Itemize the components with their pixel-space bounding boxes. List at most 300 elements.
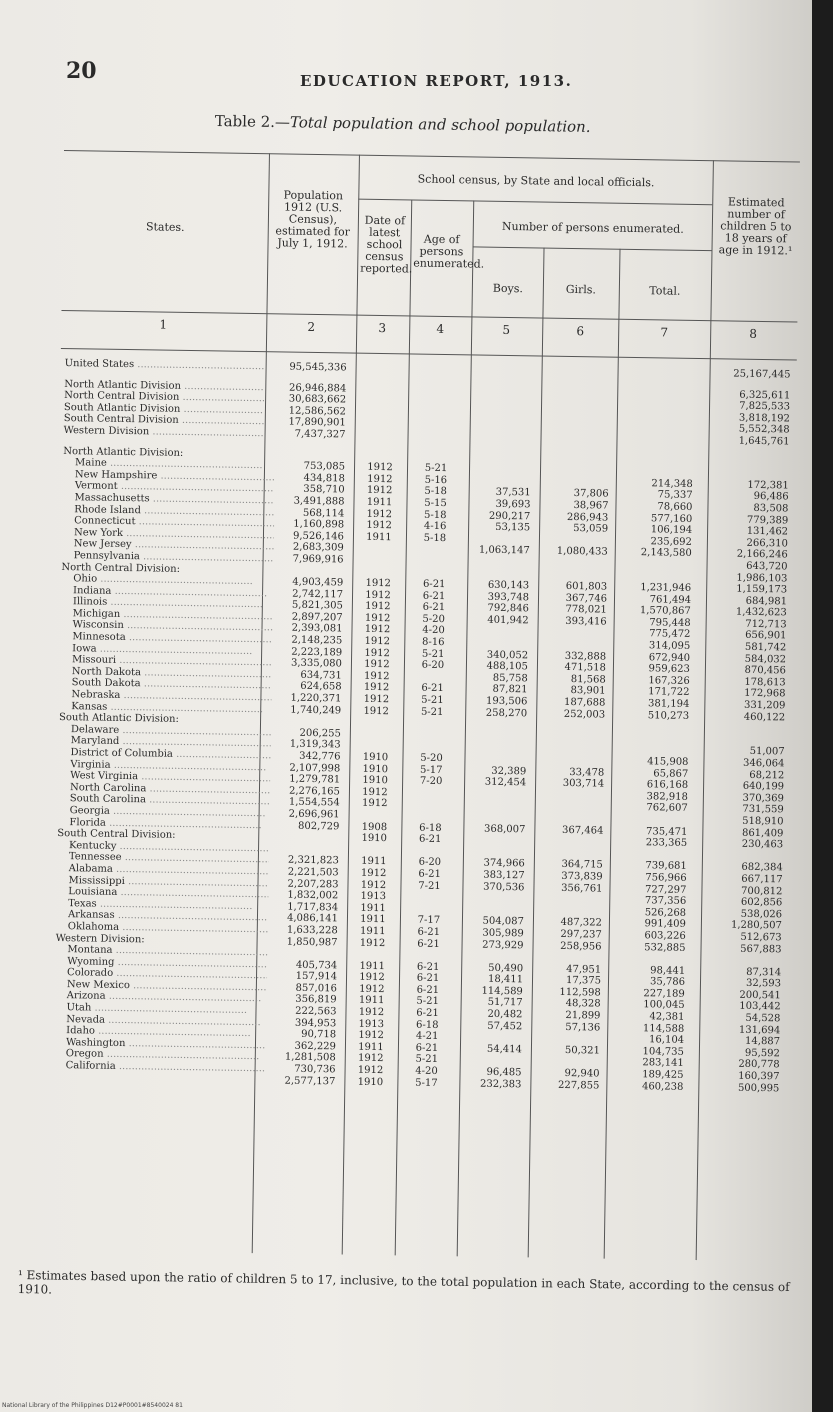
- cell-age: 6-21: [417, 938, 440, 950]
- state-name: New York .....: [74, 527, 274, 542]
- cell-est: 870,456: [744, 665, 786, 677]
- cell-boys: 18,411: [487, 974, 524, 986]
- cell-est: 103,442: [739, 1001, 781, 1013]
- cell-total: 762,607: [646, 802, 688, 815]
- cell-est: 500,995: [737, 1082, 780, 1094]
- state-name: North Central Division:: [61, 561, 181, 575]
- cell-est: 861,409: [741, 827, 784, 839]
- cell-age: 6-21: [416, 972, 440, 985]
- cell-est: 3,818,192: [738, 412, 790, 425]
- colno-bottom-rule: [61, 348, 797, 361]
- cell-boys: 273,929: [482, 939, 524, 951]
- cell-boys: 114,589: [481, 985, 523, 998]
- cell-total: 532,885: [644, 941, 686, 954]
- cell-pop: 2,393,081: [291, 623, 343, 635]
- state-name: Missouri .....: [72, 654, 272, 669]
- cell-boys: 96,485: [486, 1066, 522, 1079]
- cell-age: 8-16: [421, 636, 445, 649]
- cell-est: 1,432,623: [735, 606, 787, 619]
- cell-date: 1912: [361, 798, 388, 810]
- state-name: Arizona .....: [67, 991, 267, 1006]
- cell-date: 1910: [362, 751, 389, 764]
- cell-total: 283,141: [642, 1057, 684, 1070]
- cell-pop: 1,832,002: [287, 889, 339, 902]
- cell-girls: 33,478: [569, 766, 605, 779]
- cell-total: 739,681: [645, 860, 687, 873]
- scan-credit: National Library of the Philippines D12#P0001#8540024 81: [2, 1402, 183, 1409]
- cell-pop: 1,717,834: [287, 901, 339, 914]
- cell-date: 1911: [359, 960, 386, 972]
- state-name: Pennsylvania .....: [74, 550, 274, 565]
- cell-date: 1911: [360, 914, 386, 926]
- cell-date: 1913: [360, 890, 387, 903]
- state-name: Kansas .....: [71, 701, 271, 716]
- cell-pop: 1,160,898: [293, 518, 345, 531]
- cell-date: 1911: [360, 902, 386, 914]
- state-name: South Dakota .....: [72, 678, 272, 693]
- cell-total: 735,471: [645, 825, 688, 838]
- cell-girls: 364,715: [561, 859, 603, 871]
- cell-age: 6-20: [418, 857, 442, 869]
- cell-est: 581,742: [744, 641, 787, 654]
- cell-est: 160,397: [738, 1070, 780, 1083]
- cell-age: 6-21: [417, 926, 441, 938]
- cell-age: 5-21: [415, 1054, 439, 1066]
- cell-est: 178,613: [744, 676, 786, 689]
- header-school-census: School census, by State and local officials.: [417, 172, 655, 190]
- cell-total: 42,381: [649, 1011, 685, 1023]
- cell-pop: 7,969,916: [292, 553, 344, 566]
- cell-date: 1912: [359, 983, 385, 996]
- cell-pop: 2,207,283: [287, 878, 339, 890]
- cell-pop: 624,658: [300, 681, 342, 693]
- cell-boys: 374,966: [483, 858, 525, 870]
- scan-edge: [812, 0, 833, 1412]
- cell-total: 35,786: [649, 976, 686, 989]
- cell-age: 5-21: [421, 648, 445, 660]
- cell-est: 640,199: [742, 780, 785, 793]
- cell-age: 7-20: [419, 775, 443, 788]
- cell-boys: 305,989: [482, 927, 524, 940]
- cell-age: 4-21: [415, 1030, 439, 1043]
- cell-pop: 2,577,137: [284, 1075, 336, 1088]
- cell-total: 114,588: [642, 1022, 685, 1035]
- running-head: EDUCATION REPORT, 1913.: [300, 72, 573, 90]
- cell-date: 1911: [361, 856, 387, 868]
- state-name: West Virginia .....: [70, 770, 270, 785]
- state-name: Western Division:: [55, 932, 145, 945]
- cell-girls: 367,464: [561, 824, 604, 837]
- cell-est: 346,064: [743, 757, 785, 770]
- cell-pop: 95,545,336: [289, 361, 347, 374]
- cell-est: 1,645,761: [738, 435, 790, 448]
- column-number: 1: [159, 317, 168, 332]
- cell-total: 189,425: [642, 1069, 684, 1081]
- state-name: Mississippi .....: [68, 875, 268, 890]
- cell-est: 700,812: [741, 885, 783, 897]
- cell-est: 68,212: [749, 769, 785, 781]
- cell-age: 4-20: [422, 625, 445, 637]
- cell-total: 78,660: [657, 501, 693, 513]
- cell-pop: 3,335,080: [290, 657, 343, 670]
- cell-pop: 356,819: [295, 994, 337, 1006]
- enumerated-rule: [473, 246, 712, 251]
- cell-pop: 17,890,901: [288, 416, 346, 429]
- cell-est: 96,486: [753, 491, 789, 503]
- state-name: Michigan .....: [73, 608, 273, 623]
- state-name: South Atlantic Division .....: [64, 402, 264, 417]
- state-name: Wisconsin .....: [72, 620, 272, 635]
- cell-date: 1912: [358, 1029, 384, 1042]
- cell-pop: 394,953: [294, 1017, 337, 1030]
- cell-age: 6-18: [419, 822, 442, 834]
- cell-date: 1912: [367, 473, 393, 485]
- cell-girls: 373,839: [561, 870, 603, 883]
- cell-pop: 2,148,235: [291, 634, 343, 647]
- cell-date: 1912: [364, 624, 391, 636]
- cell-age: 6-18: [415, 1019, 439, 1031]
- cell-pop: 362,229: [294, 1040, 337, 1053]
- cell-total: 16,104: [649, 1034, 685, 1047]
- cell-date: 1912: [365, 601, 391, 613]
- cell-girls: 487,322: [560, 917, 603, 929]
- cell-girls: 47,951: [566, 963, 602, 976]
- cell-est: 684,981: [745, 595, 788, 608]
- cell-date: 1912: [366, 519, 392, 532]
- state-name: Texas .....: [68, 898, 268, 913]
- cell-est: 172,381: [747, 479, 789, 492]
- cell-age: 5-17: [419, 764, 443, 776]
- cell-total: 672,940: [648, 651, 691, 664]
- header-population: Population 1912 (U.S. Census), estimated for July 1, 1912.: [275, 188, 351, 251]
- cell-total: 104,735: [642, 1046, 684, 1058]
- cell-total: 775,472: [649, 628, 691, 641]
- cell-age: 5-20: [420, 752, 443, 765]
- state-name: Oklahoma .....: [68, 921, 268, 936]
- header-estimated: Estimated number of children 5 to 18 years of age in 1912.¹: [718, 195, 793, 258]
- cell-date: 1910: [357, 1076, 384, 1088]
- cell-pop: 4,086,141: [286, 912, 339, 925]
- cell-pop: 634,731: [300, 669, 342, 682]
- cell-est: 682,384: [741, 862, 783, 874]
- state-name: Vermont .....: [75, 481, 275, 496]
- cell-total: 1,231,946: [640, 582, 692, 594]
- cell-boys: 232,383: [479, 1078, 522, 1090]
- cell-boys: 54,414: [486, 1043, 523, 1056]
- cell-est: 667,117: [741, 873, 783, 886]
- cell-date: 1912: [362, 786, 388, 798]
- state-name: Georgia .....: [70, 805, 270, 820]
- cell-total: 75,337: [657, 489, 693, 502]
- state-name: Delaware .....: [71, 724, 271, 739]
- state-name: Maine .....: [75, 457, 275, 472]
- state-name: Idaho .....: [66, 1025, 266, 1040]
- cell-boys: 32,389: [491, 765, 527, 777]
- cell-total: 2,143,580: [640, 547, 692, 560]
- cell-date: 1912: [363, 682, 390, 694]
- cell-date: 1910: [361, 832, 388, 845]
- cell-total: 235,692: [650, 535, 693, 548]
- cell-est: 32,593: [745, 978, 782, 990]
- state-name: North Carolina .....: [70, 782, 270, 797]
- cell-age: 5-21: [424, 462, 448, 475]
- cell-age: 5-17: [415, 1077, 438, 1089]
- cell-pop: 2,683,309: [292, 541, 344, 554]
- cell-total: 227,189: [643, 988, 685, 1000]
- cell-age: 5-21: [421, 694, 444, 707]
- cell-date: 1912: [365, 577, 392, 590]
- cell-est: 731,559: [742, 804, 784, 816]
- state-name: Minnesota .....: [72, 631, 272, 646]
- cell-date: 1911: [358, 1041, 384, 1053]
- cell-total: 382,918: [646, 791, 688, 803]
- cell-boys: 340,052: [486, 649, 529, 662]
- population-table: [47, 150, 800, 1261]
- cell-pop: 2,696,961: [288, 808, 340, 821]
- header-girls: Girls.: [565, 282, 597, 297]
- cell-girls: 48,328: [565, 998, 601, 1011]
- cell-boys: 630,143: [487, 579, 530, 592]
- page-number: 20: [66, 58, 97, 84]
- cell-pop: 434,818: [303, 472, 345, 485]
- cell-pop: 1,740,249: [290, 704, 342, 717]
- cell-date: 1911: [358, 995, 385, 1007]
- cell-est: 95,592: [744, 1047, 780, 1060]
- cell-est: 712,713: [745, 618, 787, 631]
- cell-date: 1912: [360, 879, 387, 891]
- cell-est: 1,159,173: [736, 583, 788, 596]
- state-name: South Central Division:: [57, 828, 176, 841]
- state-name: Western Division .....: [63, 425, 263, 440]
- cell-date: 1912: [364, 647, 390, 659]
- cell-girls: 187,688: [563, 696, 606, 709]
- state-name: Florida .....: [69, 817, 269, 832]
- cell-est: 87,314: [746, 966, 782, 979]
- cell-girls: 332,888: [564, 650, 607, 663]
- cell-pop: 802,729: [297, 820, 340, 832]
- state-name: Nebraska .....: [71, 689, 271, 704]
- column-number: 5: [502, 322, 511, 338]
- cell-total: 106,194: [650, 524, 693, 537]
- cell-age: 5-18: [423, 532, 447, 544]
- cell-est: 779,389: [746, 514, 789, 526]
- cell-est: 14,887: [744, 1036, 781, 1048]
- cell-est: 370,369: [742, 792, 784, 805]
- state-name: Colorado .....: [67, 967, 267, 982]
- cell-est: 518,910: [742, 815, 784, 828]
- header-number-enumerated: Number of persons enumerated.: [501, 219, 684, 236]
- cell-pop: 1,319,343: [289, 739, 341, 751]
- state-name: Utah .....: [66, 1002, 266, 1017]
- cell-age: 5-21: [416, 996, 439, 1008]
- state-name: District of Columbia .....: [70, 747, 270, 762]
- cell-total: 1,570,867: [639, 605, 691, 618]
- state-name: Tennessee .....: [69, 852, 269, 867]
- cell-date: 1912: [359, 972, 385, 984]
- cell-est: 1,986,103: [736, 572, 788, 584]
- cell-date: 1912: [364, 635, 391, 648]
- state-name: Nevada .....: [66, 1014, 266, 1029]
- header-states: States.: [145, 220, 185, 234]
- state-name: Maryland .....: [71, 736, 271, 751]
- cell-girls: 778,021: [565, 604, 607, 616]
- column-number: 3: [378, 320, 387, 336]
- cell-est: 83,508: [753, 502, 789, 515]
- cell-est: 602,856: [740, 896, 783, 909]
- cell-girls: 258,956: [560, 940, 602, 953]
- cell-pop: 2,107,998: [289, 762, 341, 775]
- cell-boys: 53,135: [495, 521, 531, 534]
- column-number: 4: [436, 321, 445, 336]
- cell-age: 6-20: [421, 659, 445, 672]
- footnote: ¹ Estimates based upon the ratio of children 5 to 17, inclusive, to the total population in each State, according to the census of 1910.: [17, 1268, 790, 1297]
- cell-pop: 1,850,987: [286, 936, 338, 948]
- cell-est: 1,280,507: [730, 919, 782, 932]
- cell-pop: 358,710: [303, 484, 345, 496]
- cell-age: 4-20: [415, 1065, 438, 1078]
- cell-age: 5-21: [420, 706, 444, 718]
- header-age-persons: Age of persons enumerated.: [413, 232, 485, 271]
- cell-boys: 37,531: [495, 487, 531, 499]
- cell-pop: 1,220,371: [290, 692, 342, 705]
- state-name: Montana .....: [67, 944, 267, 959]
- cell-est: 131,694: [738, 1024, 781, 1037]
- cell-date: 1911: [366, 496, 393, 509]
- state-name: South Central Division .....: [64, 413, 264, 428]
- cell-pop: 405,734: [295, 959, 338, 972]
- header-date-latest: Date of latest school census reported.: [360, 213, 413, 276]
- cell-pop: 2,321,823: [287, 854, 339, 867]
- cell-age: 6-21: [421, 683, 444, 695]
- cell-age: 6-21: [418, 833, 442, 846]
- cell-boys: 290,217: [488, 510, 531, 522]
- cell-girls: 252,003: [563, 708, 606, 721]
- table-title: [215, 112, 591, 136]
- cell-pop: 222,563: [295, 1005, 337, 1018]
- state-name: Virginia .....: [70, 759, 270, 774]
- cell-date: 1912: [363, 693, 390, 706]
- cell-girls: 83,901: [570, 685, 606, 698]
- cell-est: 538,026: [740, 908, 783, 921]
- cell-date: 1908: [361, 821, 388, 833]
- cell-est: 5,552,348: [738, 424, 790, 436]
- cell-boys: 20,482: [487, 1008, 523, 1021]
- cell-age: 6-21: [416, 984, 440, 996]
- cell-total: 214,348: [651, 478, 693, 490]
- cell-boys: 85,758: [492, 672, 528, 685]
- cell-pop: 157,914: [295, 971, 338, 983]
- cell-boys: 504,087: [482, 915, 525, 928]
- cell-girls: 57,136: [565, 1021, 601, 1034]
- cell-pop: 568,114: [302, 507, 345, 519]
- cell-pop: 9,526,146: [292, 530, 345, 543]
- cell-age: 6-21: [422, 590, 446, 602]
- cell-date: 1912: [365, 589, 391, 601]
- cell-est: 131,462: [746, 525, 789, 538]
- cell-est: 460,122: [743, 711, 786, 724]
- cell-boys: 370,536: [483, 881, 525, 893]
- cell-pop: 2,897,207: [291, 611, 343, 624]
- table-body: [49, 358, 796, 1095]
- cell-est: 2,166,246: [736, 548, 788, 561]
- column-number: 7: [660, 325, 669, 340]
- state-name: Alabama .....: [69, 863, 269, 878]
- cell-date: 1911: [366, 531, 392, 543]
- cell-total: 577,160: [650, 512, 693, 525]
- cell-pop: 2,742,117: [292, 588, 344, 601]
- cell-date: 1912: [364, 659, 390, 671]
- cell-date: 1912: [367, 461, 393, 474]
- cell-total: 510,273: [647, 709, 690, 722]
- cell-total: 167,326: [648, 675, 690, 687]
- cell-est: 54,528: [745, 1012, 781, 1025]
- cell-pop: 1,279,781: [289, 773, 341, 786]
- cell-age: 7-21: [418, 880, 441, 892]
- cell-boys: 258,270: [485, 707, 528, 719]
- column-number: 2: [307, 319, 316, 334]
- cell-date: 1912: [358, 1006, 385, 1019]
- cell-pop: 730,736: [294, 1063, 336, 1076]
- cell-date: 1912: [366, 508, 393, 520]
- cell-girls: 17,375: [565, 975, 602, 987]
- cell-est: 230,463: [741, 838, 784, 851]
- cell-pop: 206,255: [299, 727, 341, 740]
- cell-girls: 92,940: [564, 1068, 600, 1080]
- state-name: Arkansas .....: [68, 909, 268, 924]
- cell-boys: 193,506: [485, 695, 528, 708]
- cell-girls: 112,598: [559, 986, 601, 999]
- cell-age: 6-21: [422, 578, 446, 591]
- state-name: South Carolina .....: [70, 794, 270, 809]
- cell-girls: 50,321: [564, 1044, 601, 1057]
- cell-pop: 1,633,228: [286, 924, 338, 937]
- cell-girls: 356,761: [561, 882, 603, 895]
- cell-date: 1912: [357, 1064, 384, 1077]
- state-name: Connecticut .....: [74, 515, 274, 530]
- table-title-text: —Total population and school population.: [274, 112, 591, 136]
- cell-girls: 53,059: [573, 523, 609, 535]
- cell-est: 7,825,533: [739, 400, 791, 413]
- cell-est: 6,325,611: [739, 389, 791, 402]
- cell-girls: 367,746: [565, 592, 608, 605]
- cell-girls: 38,967: [573, 499, 609, 512]
- state-name: New Jersey .....: [74, 539, 274, 554]
- cell-total: 381,194: [647, 698, 690, 710]
- cell-est: 280,778: [738, 1059, 780, 1071]
- state-name: North Atlantic Division:: [63, 445, 184, 459]
- cell-age: 5-20: [422, 613, 445, 625]
- cell-age: 5-15: [424, 497, 447, 509]
- cell-girls: 81,568: [570, 673, 606, 686]
- cell-date: 1912: [359, 937, 386, 949]
- cell-girls: 227,855: [557, 1079, 600, 1092]
- state-name: North Central Division .....: [64, 390, 264, 405]
- state-name: Louisiana .....: [68, 886, 268, 901]
- cell-boys: 50,490: [488, 962, 524, 975]
- cell-date: 1912: [357, 1053, 384, 1065]
- cell-pop: 5,821,305: [291, 599, 343, 612]
- cell-est: 331,209: [743, 699, 786, 712]
- cell-boys: 1,063,147: [478, 544, 530, 557]
- cell-pop: 90,718: [301, 1029, 337, 1041]
- cell-est: 172,968: [744, 688, 786, 700]
- cell-total: 737,356: [644, 895, 687, 907]
- cell-date: 1912: [364, 612, 391, 625]
- cell-date: 1912: [363, 670, 390, 683]
- cell-age: 7-17: [417, 914, 441, 927]
- cell-total: 727,297: [645, 883, 687, 896]
- cell-date: 1913: [358, 1018, 385, 1030]
